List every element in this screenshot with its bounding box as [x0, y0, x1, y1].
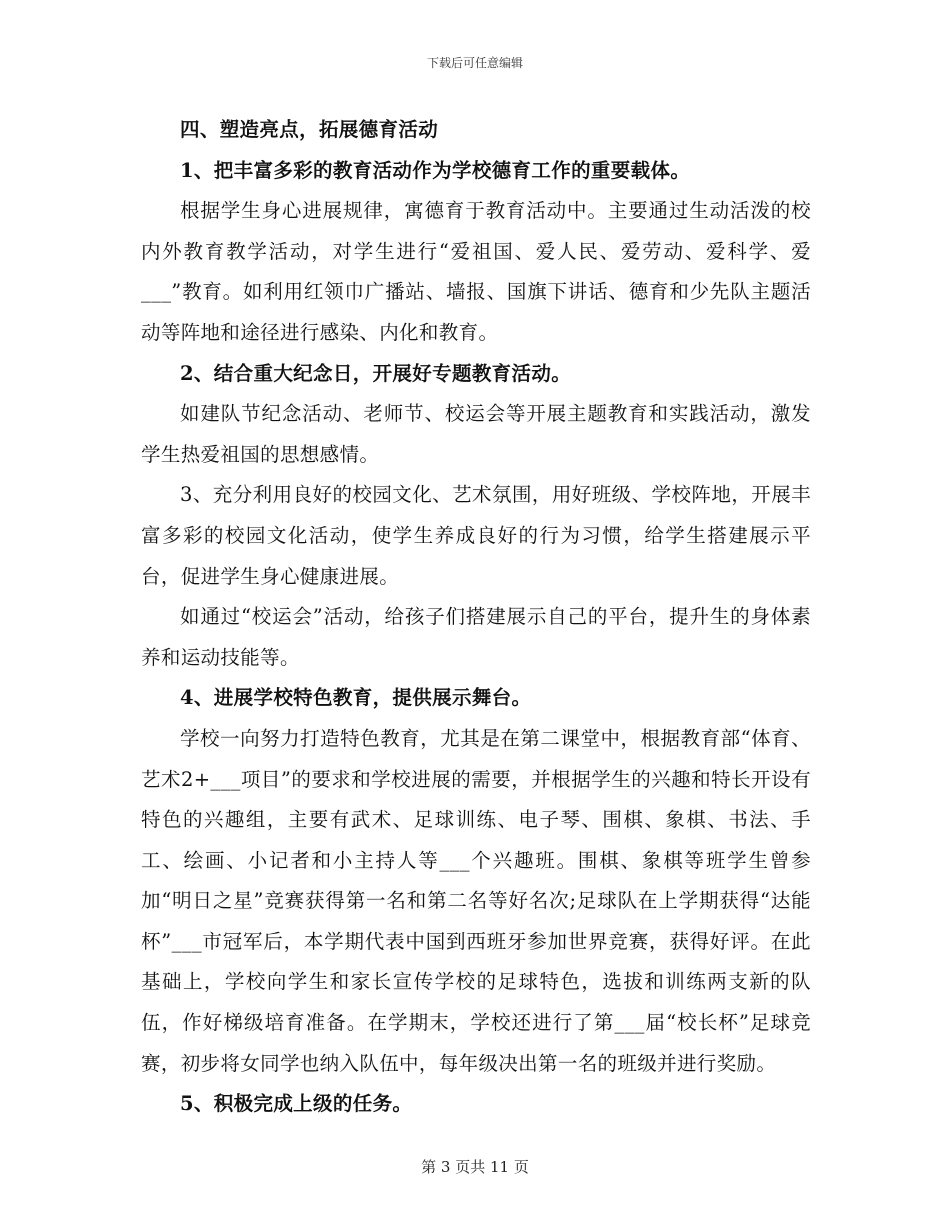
paragraph-campus-culture: 3、充分利用良好的校园文化、艺术氛围，用好班级、学校阵地，开展丰富多彩的校园文化活动，使学生养成良好的行为习惯，给学生搭建展示平台，促进学生身心健康进展。 [141, 483, 811, 588]
paragraph-sports-meet: 如通过“校运会”活动，给孩子们搭建展示自己的平台，提升生的身体素养和运动技能等。 [141, 605, 811, 669]
section-heading-4: 四、塑造亮点，拓展德育活动 [180, 118, 439, 141]
subheading-1: 1、把丰富多彩的教育活动作为学校德育工作的重要载体。 [180, 158, 691, 182]
paragraph-commemoration: 如建队节纪念活动、老师节、校运会等开展主题教育和实践活动，激发学生热爱祖国的思想感情。 [141, 402, 811, 466]
subheading-2: 2、结合重大纪念日，开展好专题教育活动。 [180, 361, 572, 385]
paragraph-moral-education: 根据学生身心进展规律，寓德育于教育活动中。主要通过生动活泼的校内外教育教学活动，对学生进行“爱祖国、爱人民、爱劳动、爱科学、爱___”教育。如利用红领巾广播站、墙报、国旗下讲话、德育和少先队主题活动等阵地和途径进行感染、内化和教育。 [141, 199, 811, 344]
page-footer: 第 3 页共 11 页 [421, 1158, 529, 1176]
subheading-5: 5、积极完成上级的任务。 [180, 1092, 413, 1116]
subheading-4: 4、进展学校特色教育，提供展示舞台。 [180, 686, 532, 710]
paragraph-special-education: 学校一向努力打造特色教育，尤其是在第二课堂中，根据教育部“体育、艺术2+___项目”的要求和学校进展的需要，并根据学生的兴趣和特长开设有特色的兴趣组，主要有武术、足球训练、电子琴、围棋、象棋、书法、手工、绘画、小记者和小主持人等___个兴趣班。围棋、象棋等班学生曾参加“明日之星”竞赛获得第一名和第二名等好名次;足球队在上学期获得“达能杯”___市冠军后，本学期代表中国到西班牙参加世界竞赛，获得好评。在此基础上，学校向学生和家长宣传学校的足球特色，选拔和训练两支新的队伍，作好梯级培育准备。在学期末，学校还进行了第___届“校长杯”足球竞赛，初步将女同学也纳入队伍中，每年级决出第一名的班级并进行奖励。 [141, 726, 811, 1075]
page-header: 下载后可任意编辑 [426, 56, 523, 70]
document-body [141, 110, 811, 1125]
